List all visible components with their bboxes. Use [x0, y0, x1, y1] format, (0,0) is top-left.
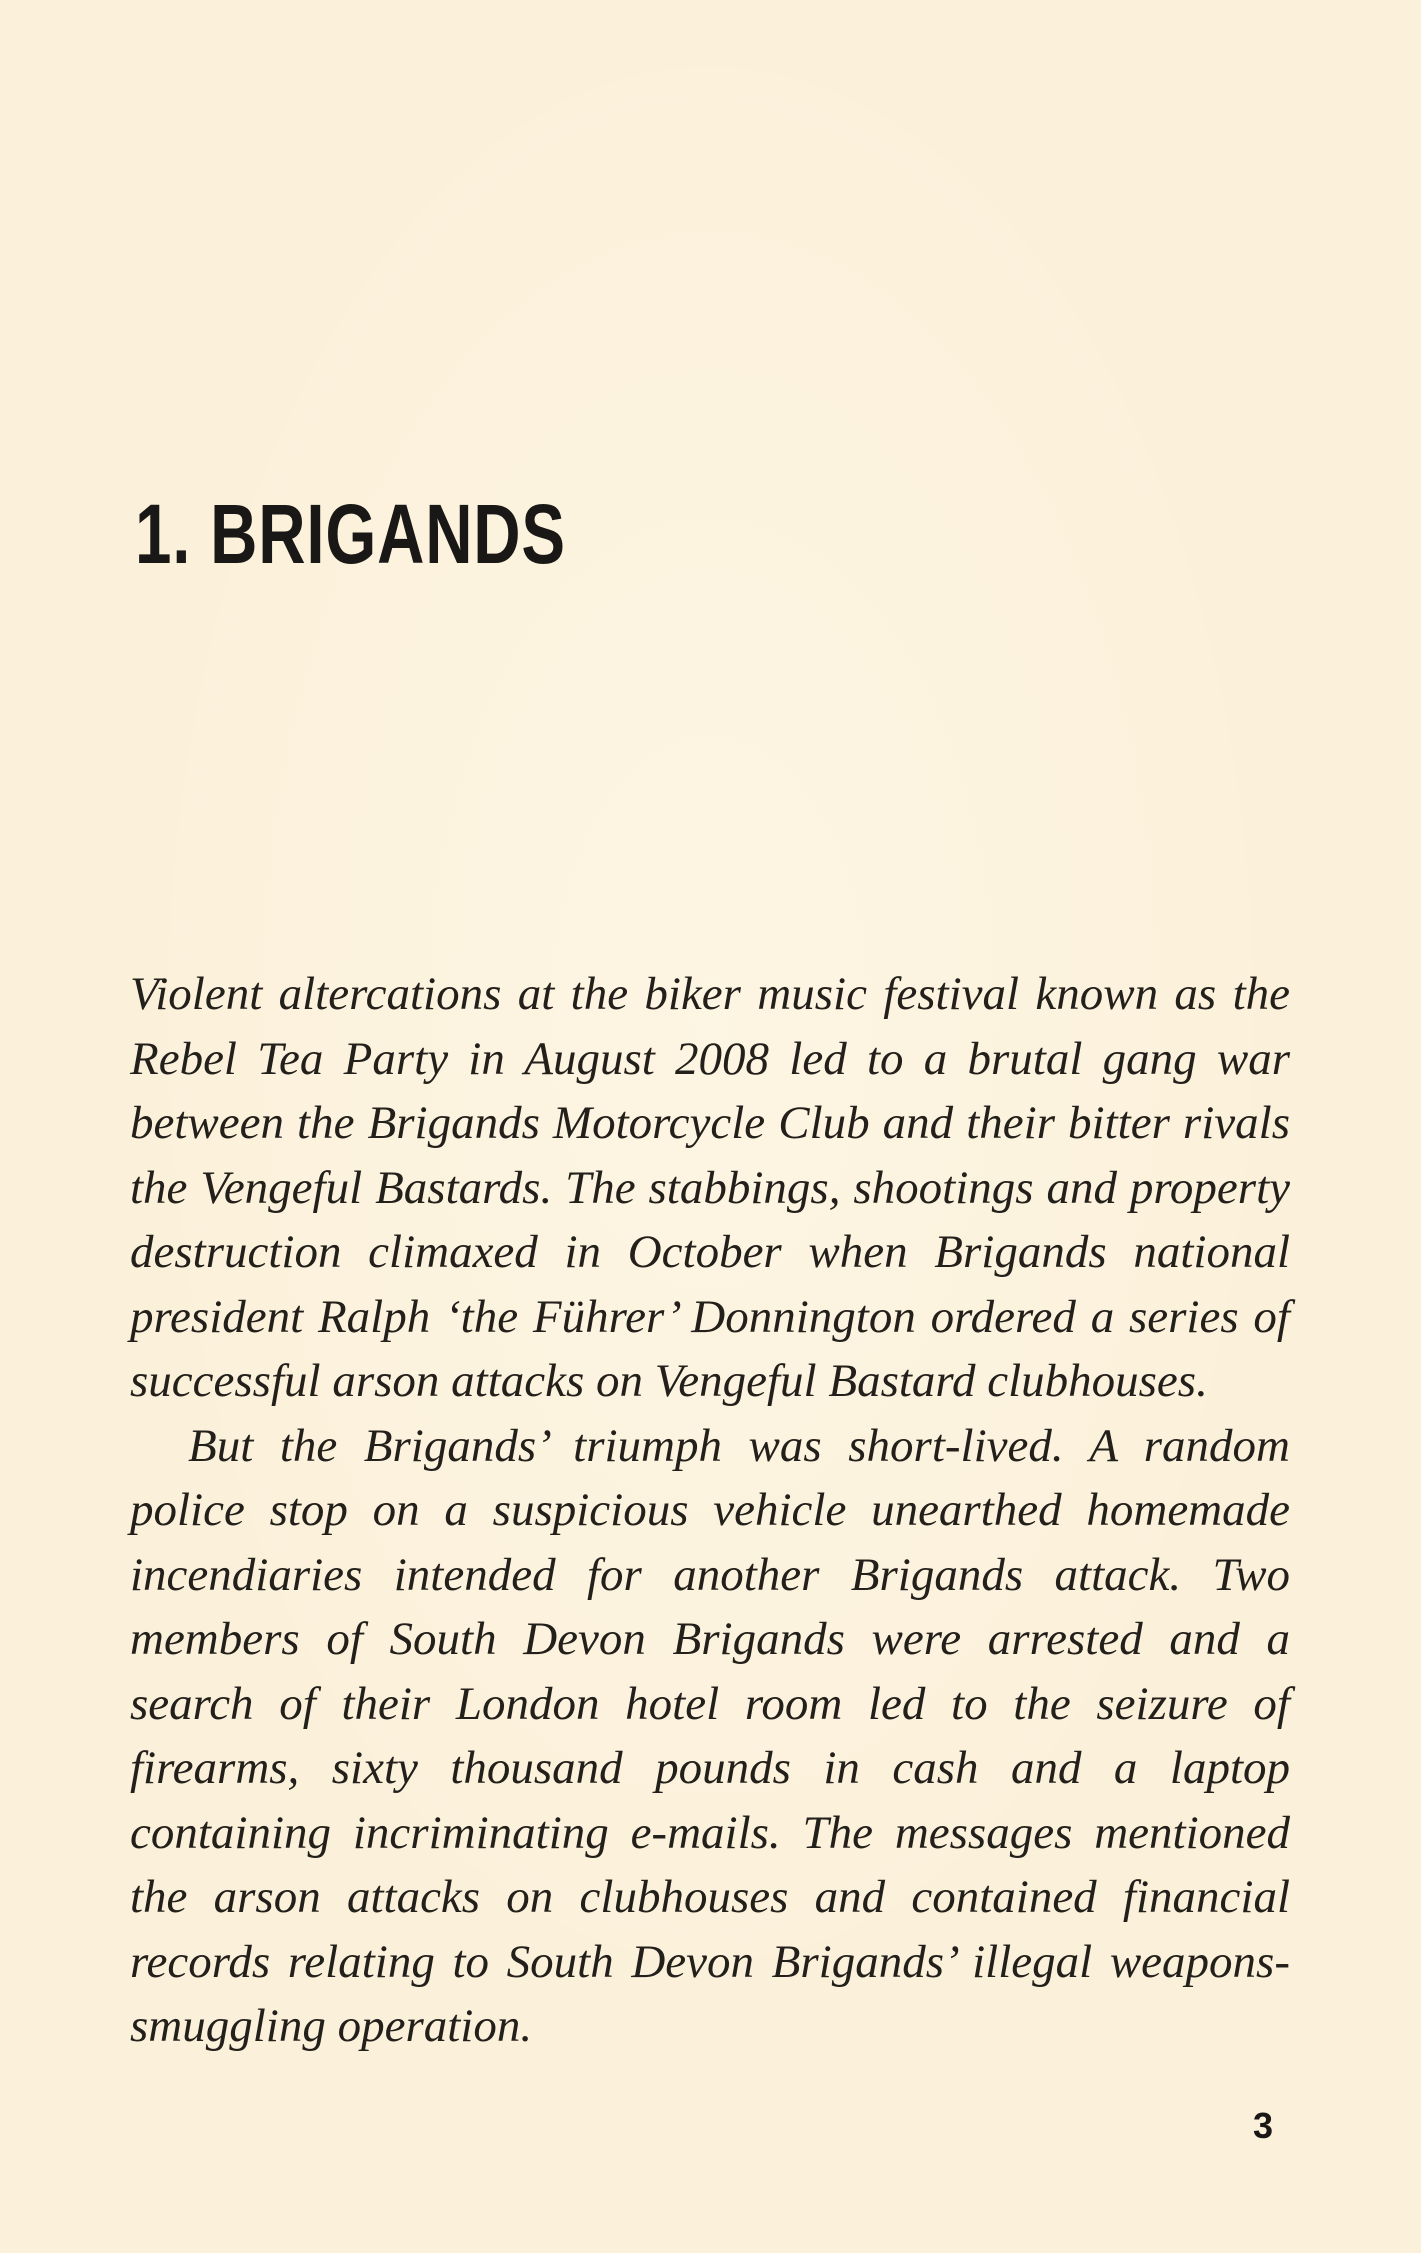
paragraph-1: Violent altercations at the biker music festival known as the Rebel Tea Party in August 2008 led to a brutal gang war between the Brigands Motorcycle Club and their bitter rivals the Vengeful Bastards. The stabbings, shootings and property destruction climaxed in October when Brigands national president Ralph ‘the Führer’ Donnington ordered a series of successful arson attacks on Vengeful Bastard clubhouses. [130, 968, 1290, 1407]
chapter-body [130, 962, 1290, 2059]
page-number: 3 [1253, 2105, 1274, 2146]
chapter-title: 1. BRIGANDS [135, 487, 566, 581]
paragraph-2: But the Brigands’ triumph was short-lived. A random police stop on a suspicious vehicle unearthed homemade incendiaries intended for another Brigands attack. Two members of South Devon Brigands were arrested and a search of their London hotel room led to the seizure of firearms, sixty thousand pounds in cash and a laptop containing incriminating e-mails. The messages mentioned the arson attacks on clubhouses and contained financial records relating to South Devon Brigands’ illegal weapons-smuggling operation. [130, 1419, 1290, 2052]
